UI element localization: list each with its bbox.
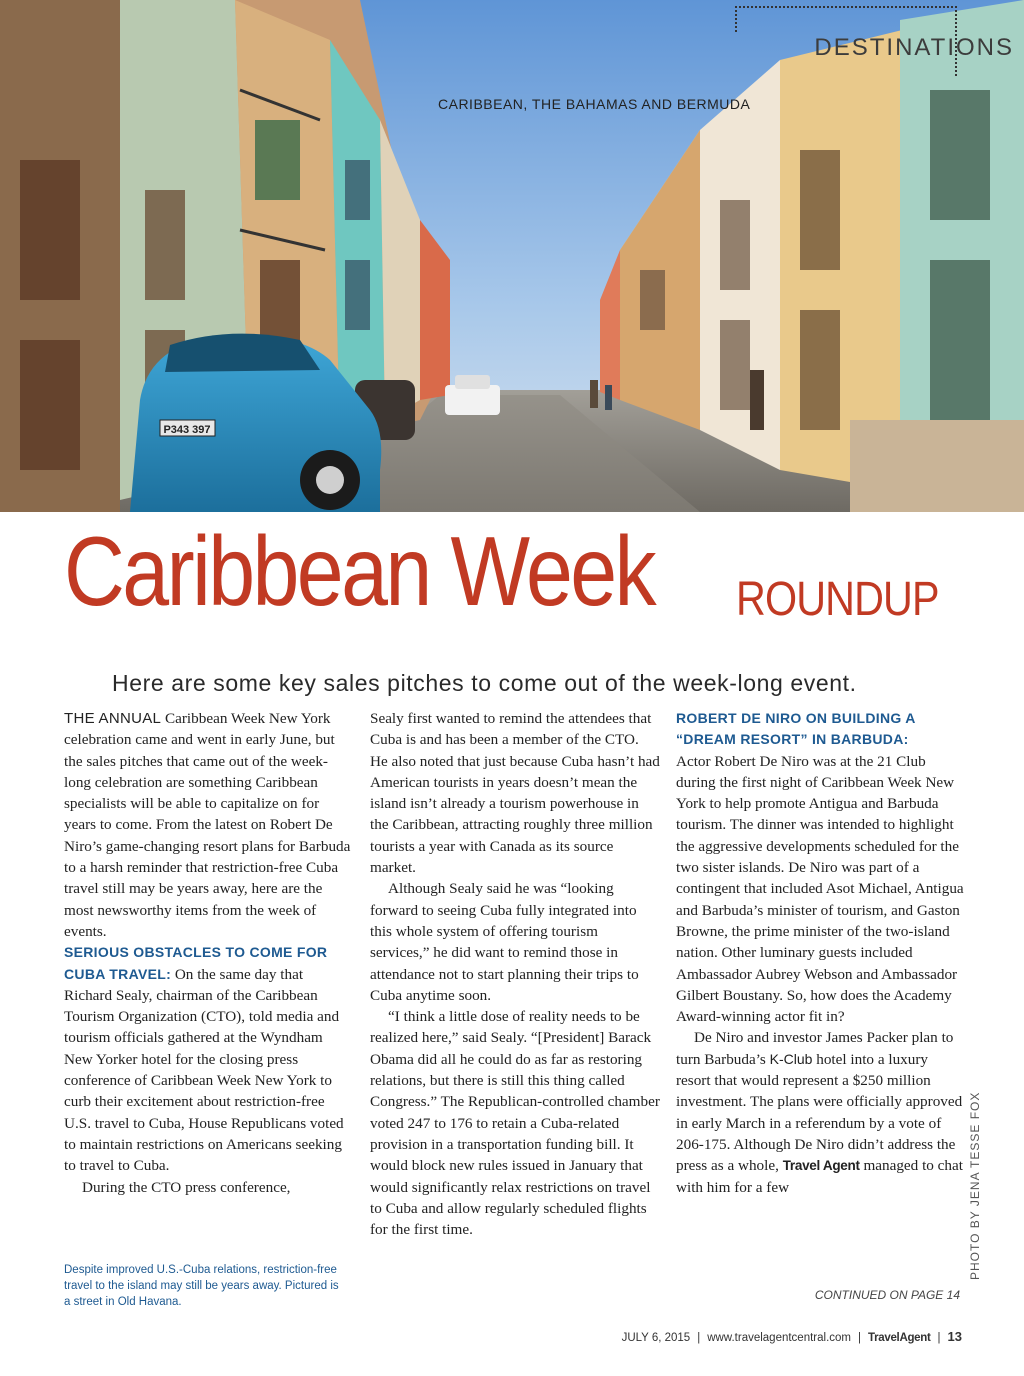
license-plate-text: P343 397 xyxy=(163,424,211,436)
hero-photo xyxy=(0,0,1024,512)
subhead-de-niro: ROBERT DE NIRO ON BUILDING A “DREAM RESORT” IN BARBUDA: xyxy=(676,710,916,748)
headline xyxy=(64,516,939,626)
photo-caption: Despite improved U.S.-Cuba relations, restriction-free travel to the island may still be years away. Pictured is a street in Old Havana. xyxy=(64,1264,339,1308)
text-run: hotel into a luxury resort that would represent a $250 million investment. The plans were officially approved in early March in a referendum by a vote of 206-175. Although De Niro didn’t address the press as a whole, xyxy=(676,1050,963,1175)
photo-credit: PHOTO BY JENA TESSE FOX xyxy=(968,1091,982,1280)
de-niro-resort-paragraph xyxy=(676,1027,966,1197)
intro-text: Caribbean Week New York celebration came and went in early June, but the sales pitches that came out of the week-long celebration are something Caribbean specialists will be able to capitalize on for years to come. From the latest on Robert De Niro’s game-changing resort plans for Barbuda to a harsh reminder that restriction-free Cuba travel still may be years away, here are the most newsworthy items from the week of events. xyxy=(64,710,351,940)
footer-separator: | xyxy=(937,1332,941,1344)
continued-on-page: CONTINUED ON PAGE 14 xyxy=(814,1288,960,1302)
havana-street-illustration xyxy=(0,0,1024,512)
paragraph: “I think a little dose of reality needs to be realized here,” said Sealy. “[President] Barack Obama did all he could do as far as restoring relations, but there is still this thing called Congress.” The Republican-controlled chamber voted 247 to 176 to retain a Cuba-related provision in a transportation funding bill. It would block new rules issued in January that would significantly relax restrictions on travel to Cuba and allow regularly scheduled flights for the first time. xyxy=(370,1008,660,1239)
paragraph: Actor Robert De Niro was at the 21 Club during the first night of Caribbean Week New York to help promote Antigua and Barbuda tourism. The dinner was intended to highlight the aggressive developments scheduled for the two sister islands. De Niro was part of a contingent that included Asot Michael, Antigua and Barbuda’s minister of tourism, and Gaston Browne, the prime minister of the two-island nation. Other luminary guests included Ambassador Aubrey Webson and Ambassador Gilbert Boustany. So, how does the Academy Award-winning actor fit in? xyxy=(676,752,964,1026)
cuba-section-text: On the same day that Richard Sealy, chairman of the Caribbean Tourism Organization (CTO), told media and tourism officials gathered at the Wyndham New Yorker hotel for the closing press conference of Caribbean Week New York to curb their excitement about restriction-free U.S. travel to Cuba, House Republicans voted to maintain restrictions on Americans seeking to travel to Cuba. xyxy=(64,965,344,1175)
article-column-3 xyxy=(676,708,966,1198)
publication-name: TravelAgent xyxy=(868,1332,931,1344)
headline-secondary: ROUNDUP xyxy=(736,573,939,626)
hero-subtitle: CARIBBEAN, THE BAHAMAS AND BERMUDA xyxy=(438,96,751,112)
footer-separator: | xyxy=(858,1332,861,1344)
issue-date: JULY 6, 2015 xyxy=(621,1332,691,1344)
website-url: www.travelagentcentral.com xyxy=(707,1332,851,1344)
section-tag: DESTINATIONS xyxy=(814,34,1014,61)
cuba-section-paragraph xyxy=(64,942,354,1176)
subhead-cuba-travel: SERIOUS OBSTACLES TO COME FOR CUBA TRAVEL: xyxy=(64,944,328,982)
page-number: 13 xyxy=(947,1329,962,1344)
paragraph: Although Sealy said he was “looking forward to seeing Cuba fully integrated into this whole system of offering tourism services,” he did want to remind those in attendance not to start planning their trips to Cuba anytime soon. xyxy=(370,880,639,1004)
text-run: managed to chat with him for a few xyxy=(676,1157,963,1196)
travel-agent-brand: Travel Agent xyxy=(782,1158,860,1174)
text-run: De Niro and investor James Packer plan to turn Barbuda’s xyxy=(676,1029,954,1068)
intro-paragraph xyxy=(64,708,354,942)
k-club-name: K-Club xyxy=(769,1050,813,1067)
paragraph: Sealy first wanted to remind the attendees that Cuba is and has been a member of the CTO. He also noted that just because Cuba hasn’t had American tourists in years doesn’t mean the island isn’t already a tourism powerhouse in the Caribbean, attracting roughly three million tourists a year with Canada as its source market. xyxy=(370,710,660,877)
footer-separator: | xyxy=(697,1332,701,1344)
paragraph: During the CTO press conference, xyxy=(82,1178,291,1196)
deck-subtitle: Here are some key sales pitches to come out of the week-long event. xyxy=(112,670,857,696)
page-footer xyxy=(622,1329,962,1344)
article-column-2 xyxy=(370,708,660,1240)
headline-main: Caribbean Week xyxy=(64,516,655,626)
article-column-1 xyxy=(64,708,354,1198)
lead-in: THE ANNUAL xyxy=(64,710,162,727)
